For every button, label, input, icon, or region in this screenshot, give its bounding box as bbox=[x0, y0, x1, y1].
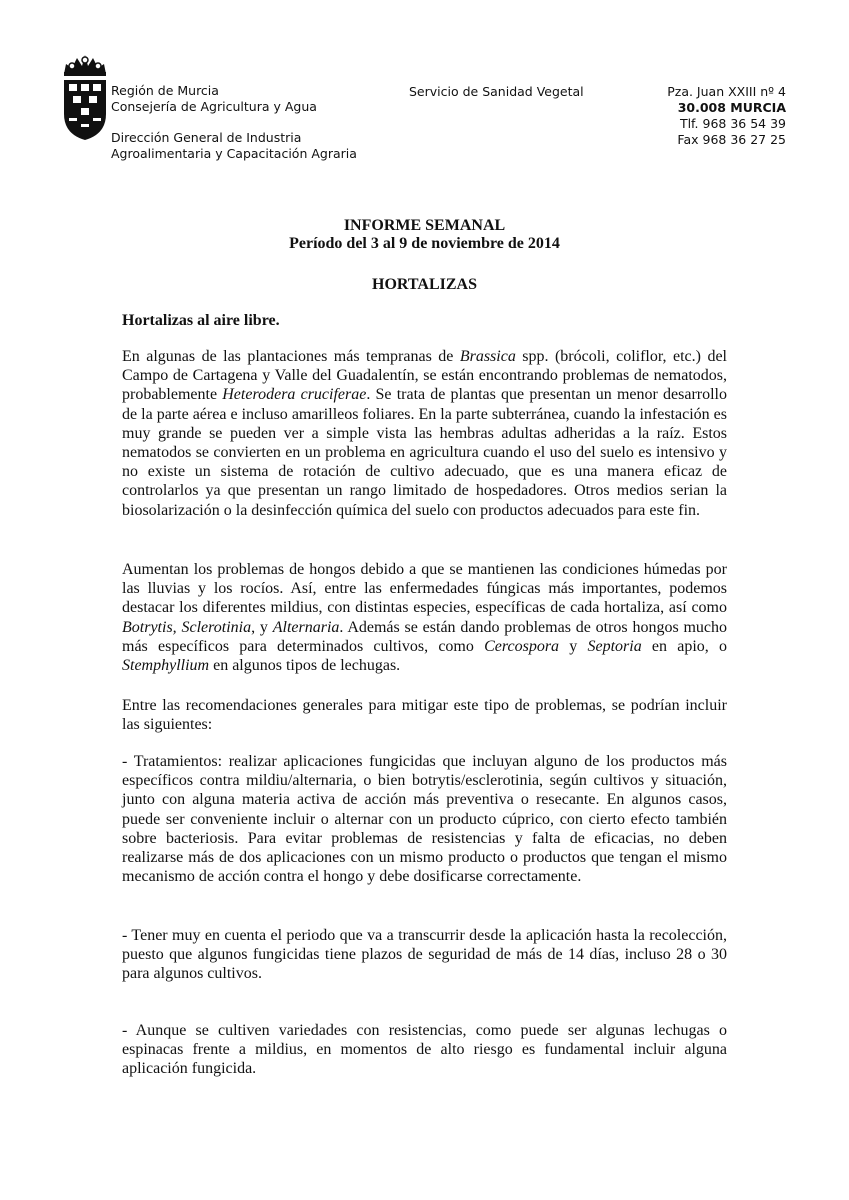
header-org-block bbox=[111, 83, 317, 115]
paragraph-resistant-varieties: - Aunque se cultiven variedades con resistencias, como puede ser algunas lechugas o espinacas frente a mildius, en momentos de alto riesgo es fundamental incluir alguna aplicación fungicida. bbox=[122, 1022, 727, 1078]
header-phone: Tlf. 968 36 54 39 bbox=[679, 116, 786, 131]
paragraph-recommendations-intro: Entre las recomendaciones generales para mitigar este tipo de problemas, se podrían incluir las siguientes: bbox=[122, 697, 727, 734]
header-service: Servicio de Sanidad Vegetal bbox=[409, 84, 584, 99]
subsection-heading: Hortalizas al aire libre. bbox=[122, 312, 280, 329]
section-title: HORTALIZAS bbox=[372, 276, 477, 293]
header-region: Región de Murcia bbox=[111, 83, 219, 98]
paragraph-nematodes: En algunas de las plantaciones más tempranas de Brassica spp. (brócoli, coliflor, etc.) del Campo de Cartagena y Valle del Guadalentín, se están encontrando problemas de nematodos, probablemente Heterodera cruciferae. Se trata de plantas que presentan un menor desarrollo de la parte aérea e incluso amarilleos foliares. En la parte subterránea, cuando la infestación es muy grande se pueden ver a simple vista las hembras adultas adheridas a la raíz. Estos nematodos se convierten en un problema en agricultura cuando el uso del suelo es intensivo y no existe un sistema de rotación de cultivo adecuado, que es una manera eficaz de controlarlos ya que presentan un rango limitado de hospedadores. Otros medios serian la biosolarización o la desinfección química del suelo con productos adecuados para este fin. bbox=[122, 348, 727, 519]
header-city: 30.008 MURCIA bbox=[677, 100, 786, 115]
paragraph-treatments: - Tratamientos: realizar aplicaciones fungicidas que incluyan alguno de los productos más específicos contra mildiu/alternaria, o bien botrytis/esclerotinia, según cultivos y situación, junto con alguna materia activa de acción más preventiva o resecante. En algunos casos, puede ser conveniente incluir o alternar con un producto cúprico, con cierto efecto también sobre bacteriosis. Para evitar problemas de resistencias y falta de eficacias, no deben realizarse más de dos aplicaciones con un mismo producto o productos que tengan el mismo mecanismo de acción contra el hongo y debe dosificarse correctamente. bbox=[122, 753, 727, 886]
region-crest-icon bbox=[60, 52, 110, 142]
header-fax: Fax 968 36 27 25 bbox=[677, 132, 786, 147]
report-period: Período del 3 al 9 de noviembre de 2014 bbox=[289, 235, 560, 252]
header-directorate-line1: Dirección General de Industria bbox=[111, 130, 302, 145]
header-contact-block bbox=[667, 84, 786, 148]
header-ministry: Consejería de Agricultura y Agua bbox=[111, 99, 317, 114]
header-address: Pza. Juan XXIII nº 4 bbox=[667, 84, 786, 99]
header-directorate-line2: Agroalimentaria y Capacitación Agraria bbox=[111, 146, 357, 161]
paragraph-fungi: Aumentan los problemas de hongos debido a que se mantienen las condiciones húmedas por las lluvias y los rocíos. Así, entre las enfermedades fúngicas más importantes, podemos destacar los diferentes mildius, con distintas especies, específicas de cada hortaliza, así como Botrytis, Sclerotinia, y Alternaria. Además se están dando problemas de otros hongos mucho más específicos para determinados cultivos, como Cercospora y Septoria en apio, o Stemphyllium en algunos tipos de lechugas. bbox=[122, 561, 728, 675]
paragraph-safety-period: - Tener muy en cuenta el periodo que va a transcurrir desde la aplicación hasta la recolección, puesto que algunos fungicidas tiene plazos de seguridad de más de 14 días, incluso 28 o 30 para algunos cultivos. bbox=[122, 927, 727, 983]
header-directorate-block bbox=[111, 130, 357, 162]
report-title: INFORME SEMANAL bbox=[343, 217, 506, 234]
